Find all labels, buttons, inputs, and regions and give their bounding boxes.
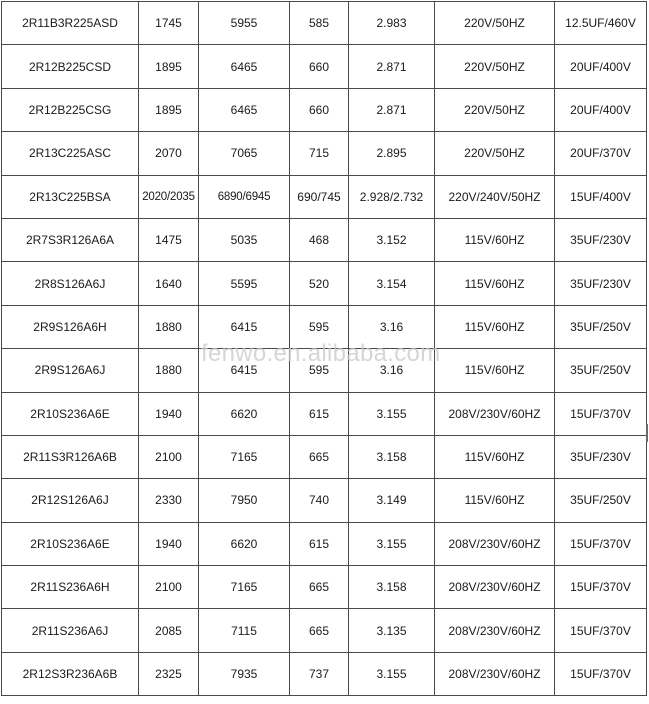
power-supply-cell: 208V/230V/60HZ <box>435 566 555 609</box>
model-cell: 2R12B225CSD <box>2 45 139 88</box>
model-cell: 2R13C225ASC <box>2 132 139 175</box>
capacity-btu-cell: 2100 <box>139 435 199 478</box>
model-cell: 2R9S126A6H <box>2 305 139 348</box>
table-row <box>2 2 647 45</box>
power-input-cell: 690/745 <box>290 175 349 218</box>
cop-cell: 2.895 <box>349 132 435 175</box>
capacitor-cell: 20UF/400V <box>555 45 647 88</box>
watermark-text: fenwo.en.alibaba.com <box>201 340 441 367</box>
cop-cell: 2.928/2.732 <box>349 175 435 218</box>
capacity-w-cell: 7065 <box>199 132 290 175</box>
power-supply-cell: 208V/230V/60HZ <box>435 392 555 435</box>
capacity-btu-cell: 1940 <box>139 392 199 435</box>
power-input-cell: 468 <box>290 218 349 261</box>
capacitor-cell: 35UF/250V <box>555 349 647 392</box>
capacity-w-cell: 6465 <box>199 45 290 88</box>
cop-cell: 3.158 <box>349 435 435 478</box>
cop-cell: 3.16 <box>349 305 435 348</box>
capacity-btu-cell: 1880 <box>139 305 199 348</box>
capacity-btu-cell: 2020/2035 <box>139 175 199 218</box>
model-cell: 2R7S3R126A6A <box>2 218 139 261</box>
capacity-w-cell: 5955 <box>199 2 290 45</box>
cop-cell: 2.871 <box>349 88 435 131</box>
model-cell: 2R13C225BSA <box>2 175 139 218</box>
model-cell: 2R12B225CSG <box>2 88 139 131</box>
model-cell: 2R11S236A6H <box>2 566 139 609</box>
power-input-cell: 615 <box>290 392 349 435</box>
cop-cell: 3.16 <box>349 349 435 392</box>
capacity-w-cell: 7935 <box>199 652 290 695</box>
capacity-w-cell: 6620 <box>199 522 290 565</box>
capacitor-cell: 15UF/370V <box>555 652 647 695</box>
table-row <box>2 262 647 305</box>
capacitor-cell: 15UF/370V <box>555 609 647 652</box>
model-cell: 2R11S3R126A6B <box>2 435 139 478</box>
power-input-cell: 665 <box>290 609 349 652</box>
power-supply-cell: 115V/60HZ <box>435 349 555 392</box>
power-supply-cell: 208V/230V/60HZ <box>435 522 555 565</box>
capacity-w-cell: 6620 <box>199 392 290 435</box>
power-input-cell: 737 <box>290 652 349 695</box>
cop-cell: 3.154 <box>349 262 435 305</box>
power-input-cell: 585 <box>290 2 349 45</box>
cop-cell: 2.871 <box>349 45 435 88</box>
power-input-cell: 615 <box>290 522 349 565</box>
capacity-w-cell: 7165 <box>199 566 290 609</box>
capacity-btu-cell: 1880 <box>139 349 199 392</box>
model-cell: 2R11S236A6J <box>2 609 139 652</box>
cop-cell: 3.149 <box>349 479 435 522</box>
cop-cell: 3.158 <box>349 566 435 609</box>
capacity-w-cell: 6465 <box>199 88 290 131</box>
cop-cell: 2.983 <box>349 2 435 45</box>
capacity-w-cell: 6415 <box>199 305 290 348</box>
capacity-btu-cell: 2085 <box>139 609 199 652</box>
table-row <box>2 392 647 435</box>
table-row <box>2 479 647 522</box>
cop-cell: 3.135 <box>349 609 435 652</box>
capacitor-cell: 12.5UF/460V <box>555 2 647 45</box>
power-supply-cell: 115V/60HZ <box>435 305 555 348</box>
capacitor-cell: 20UF/370V <box>555 132 647 175</box>
power-supply-cell: 220V/50HZ <box>435 2 555 45</box>
capacitor-cell: 15UF/370V <box>555 566 647 609</box>
power-supply-cell: 115V/60HZ <box>435 218 555 261</box>
capacity-btu-cell: 1745 <box>139 2 199 45</box>
power-input-cell: 665 <box>290 435 349 478</box>
model-cell: 2R12S3R236A6B <box>2 652 139 695</box>
cop-cell: 3.155 <box>349 392 435 435</box>
capacity-btu-cell: 1895 <box>139 45 199 88</box>
capacity-w-cell: 7115 <box>199 609 290 652</box>
power-supply-cell: 208V/230V/60HZ <box>435 652 555 695</box>
cop-cell: 3.155 <box>349 652 435 695</box>
capacitor-cell: 35UF/230V <box>555 435 647 478</box>
cop-cell: 3.155 <box>349 522 435 565</box>
table-row <box>2 132 647 175</box>
power-supply-cell: 115V/60HZ <box>435 479 555 522</box>
model-cell: 2R10S236A6E <box>2 392 139 435</box>
capacity-w-cell: 5035 <box>199 218 290 261</box>
table-row <box>2 218 647 261</box>
power-input-cell: 665 <box>290 566 349 609</box>
table-row <box>2 88 647 131</box>
power-input-cell: 660 <box>290 45 349 88</box>
table-row <box>2 175 647 218</box>
power-input-cell: 715 <box>290 132 349 175</box>
capacitor-cell: 35UF/230V <box>555 218 647 261</box>
power-input-cell: 740 <box>290 479 349 522</box>
capacity-btu-cell: 1895 <box>139 88 199 131</box>
capacity-w-cell: 7950 <box>199 479 290 522</box>
power-supply-cell: 115V/60HZ <box>435 435 555 478</box>
table-row <box>2 435 647 478</box>
capacity-btu-cell: 1640 <box>139 262 199 305</box>
capacity-w-cell: 6890/6945 <box>199 175 290 218</box>
table-row <box>2 305 647 348</box>
table-row <box>2 349 647 392</box>
capacity-btu-cell: 2325 <box>139 652 199 695</box>
model-cell: 2R12S126A6J <box>2 479 139 522</box>
power-input-cell: 660 <box>290 88 349 131</box>
capacitor-cell: 15UF/370V <box>555 392 647 435</box>
capacity-w-cell: 6415 <box>199 349 290 392</box>
capacitor-cell: 35UF/230V <box>555 262 647 305</box>
model-cell: 2R9S126A6J <box>2 349 139 392</box>
model-cell: 2R10S236A6E <box>2 522 139 565</box>
cop-cell: 3.152 <box>349 218 435 261</box>
capacitor-cell: 20UF/400V <box>555 88 647 131</box>
model-cell: 2R11B3R225ASD <box>2 2 139 45</box>
capacity-w-cell: 5595 <box>199 262 290 305</box>
power-input-cell: 520 <box>290 262 349 305</box>
capacitor-cell: 15UF/400V <box>555 175 647 218</box>
capacitor-cell: 35UF/250V <box>555 479 647 522</box>
power-input-cell: 595 <box>290 349 349 392</box>
capacitor-cell: 35UF/250V <box>555 305 647 348</box>
power-supply-cell: 220V/50HZ <box>435 132 555 175</box>
capacity-btu-cell: 1940 <box>139 522 199 565</box>
power-supply-cell: 115V/60HZ <box>435 262 555 305</box>
capacity-btu-cell: 2330 <box>139 479 199 522</box>
table-row <box>2 522 647 565</box>
table-row <box>2 566 647 609</box>
capacity-w-cell: 7165 <box>199 435 290 478</box>
power-supply-cell: 208V/230V/60HZ <box>435 609 555 652</box>
model-cell: 2R8S126A6J <box>2 262 139 305</box>
table-row <box>2 609 647 652</box>
table-body <box>2 2 647 696</box>
table-row <box>2 45 647 88</box>
capacitor-cell: 15UF/370V <box>555 522 647 565</box>
capacity-btu-cell: 2100 <box>139 566 199 609</box>
compressor-spec-table <box>1 1 647 696</box>
scroll-edge-mark <box>646 424 648 442</box>
power-supply-cell: 220V/50HZ <box>435 88 555 131</box>
power-input-cell: 595 <box>290 305 349 348</box>
power-supply-cell: 220V/50HZ <box>435 45 555 88</box>
capacity-btu-cell: 1475 <box>139 218 199 261</box>
capacity-btu-cell: 2070 <box>139 132 199 175</box>
table-row <box>2 652 647 695</box>
power-supply-cell: 220V/240V/50HZ <box>435 175 555 218</box>
